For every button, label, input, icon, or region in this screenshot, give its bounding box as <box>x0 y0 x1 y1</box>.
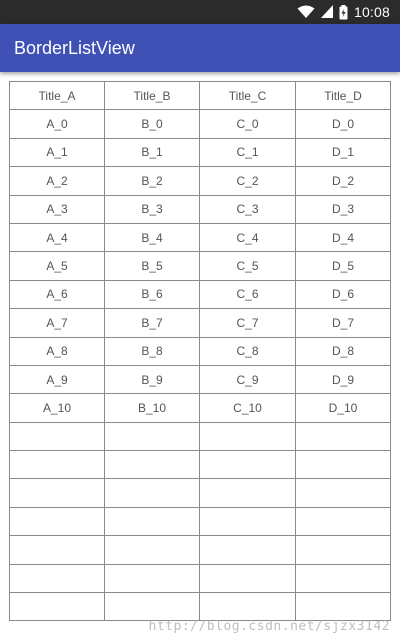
table-cell: D_2 <box>296 167 391 195</box>
table-cell: D_0 <box>296 110 391 138</box>
table-cell: C_10 <box>200 394 296 422</box>
table-cell: A_2 <box>10 167 105 195</box>
table-cell <box>200 451 296 479</box>
column-header: Title_A <box>10 82 105 110</box>
signal-icon <box>321 5 333 19</box>
table-cell: B_10 <box>105 394 200 422</box>
table-cell: C_1 <box>200 139 296 167</box>
table-cell: C_5 <box>200 252 296 280</box>
table-cell: B_1 <box>105 139 200 167</box>
table-cell: D_6 <box>296 281 391 309</box>
table-cell: C_8 <box>200 338 296 366</box>
table-cell <box>10 508 105 536</box>
table-cell <box>296 451 391 479</box>
table-cell <box>105 479 200 507</box>
table-cell: C_9 <box>200 366 296 394</box>
wifi-icon <box>297 5 315 19</box>
table-cell: B_7 <box>105 309 200 337</box>
table-cell <box>10 565 105 593</box>
table-cell: A_0 <box>10 110 105 138</box>
table-cell: D_8 <box>296 338 391 366</box>
table-cell: B_3 <box>105 196 200 224</box>
table-cell: B_2 <box>105 167 200 195</box>
table-cell <box>105 423 200 451</box>
table-cell <box>296 508 391 536</box>
table-cell <box>296 479 391 507</box>
table-cell <box>105 508 200 536</box>
table-row[interactable] <box>10 110 391 138</box>
table-cell: B_0 <box>105 110 200 138</box>
table-cell: A_7 <box>10 309 105 337</box>
data-table <box>9 81 391 621</box>
table-cell: B_8 <box>105 338 200 366</box>
table-cell: B_4 <box>105 224 200 252</box>
table-cell: A_1 <box>10 139 105 167</box>
table-row[interactable] <box>10 451 391 479</box>
table-cell: A_5 <box>10 252 105 280</box>
table-cell: A_3 <box>10 196 105 224</box>
table-cell: C_0 <box>200 110 296 138</box>
table-cell: A_8 <box>10 338 105 366</box>
column-header: Title_B <box>105 82 200 110</box>
table-cell: A_9 <box>10 366 105 394</box>
table-cell <box>296 593 391 621</box>
table-cell <box>10 479 105 507</box>
table-cell: A_4 <box>10 224 105 252</box>
column-header: Title_C <box>200 82 296 110</box>
table-cell: D_9 <box>296 366 391 394</box>
column-header: Title_D <box>296 82 391 110</box>
table-row[interactable] <box>10 565 391 593</box>
status-time: 10:08 <box>353 4 390 20</box>
app-title: BorderListView <box>14 37 135 58</box>
table-cell: D_4 <box>296 224 391 252</box>
table-cell <box>200 423 296 451</box>
table-row[interactable] <box>10 196 391 224</box>
table-cell: A_10 <box>10 394 105 422</box>
table-row[interactable] <box>10 423 391 451</box>
table-row[interactable] <box>10 139 391 167</box>
table-cell <box>200 479 296 507</box>
table-cell <box>105 536 200 564</box>
table-cell: D_10 <box>296 394 391 422</box>
table-row[interactable] <box>10 593 391 621</box>
border-list-view[interactable] <box>0 72 400 640</box>
table-cell: A_6 <box>10 281 105 309</box>
table-row[interactable] <box>10 281 391 309</box>
table-cell <box>200 565 296 593</box>
table-row[interactable] <box>10 338 391 366</box>
table-cell <box>296 536 391 564</box>
table-row[interactable] <box>10 167 391 195</box>
table-cell <box>10 451 105 479</box>
table-cell <box>105 593 200 621</box>
table-row[interactable] <box>10 366 391 394</box>
table-cell: D_5 <box>296 252 391 280</box>
table-cell <box>296 423 391 451</box>
table-cell <box>105 451 200 479</box>
table-row[interactable] <box>10 252 391 280</box>
watermark-text: http://blog.csdn.net/sjzx3142 <box>148 619 390 634</box>
table-cell: D_1 <box>296 139 391 167</box>
table-cell <box>296 565 391 593</box>
table-row[interactable] <box>10 309 391 337</box>
table-cell <box>10 423 105 451</box>
table-cell <box>200 593 296 621</box>
table-cell: B_6 <box>105 281 200 309</box>
table-cell <box>10 536 105 564</box>
table-cell: C_4 <box>200 224 296 252</box>
table-row[interactable] <box>10 394 391 422</box>
table-header-row <box>10 82 391 110</box>
status-bar <box>0 0 400 24</box>
table-cell: D_7 <box>296 309 391 337</box>
table-row[interactable] <box>10 224 391 252</box>
table-row[interactable] <box>10 479 391 507</box>
table-cell: C_7 <box>200 309 296 337</box>
table-cell <box>105 565 200 593</box>
table-cell <box>10 593 105 621</box>
table-cell: B_5 <box>105 252 200 280</box>
table-row[interactable] <box>10 536 391 564</box>
table-cell <box>200 508 296 536</box>
table-cell: C_2 <box>200 167 296 195</box>
table-cell: C_6 <box>200 281 296 309</box>
table-cell: D_3 <box>296 196 391 224</box>
table-cell <box>200 536 296 564</box>
battery-icon <box>339 5 348 20</box>
table-cell: B_9 <box>105 366 200 394</box>
table-cell: C_3 <box>200 196 296 224</box>
app-bar <box>0 24 400 72</box>
table-row[interactable] <box>10 508 391 536</box>
